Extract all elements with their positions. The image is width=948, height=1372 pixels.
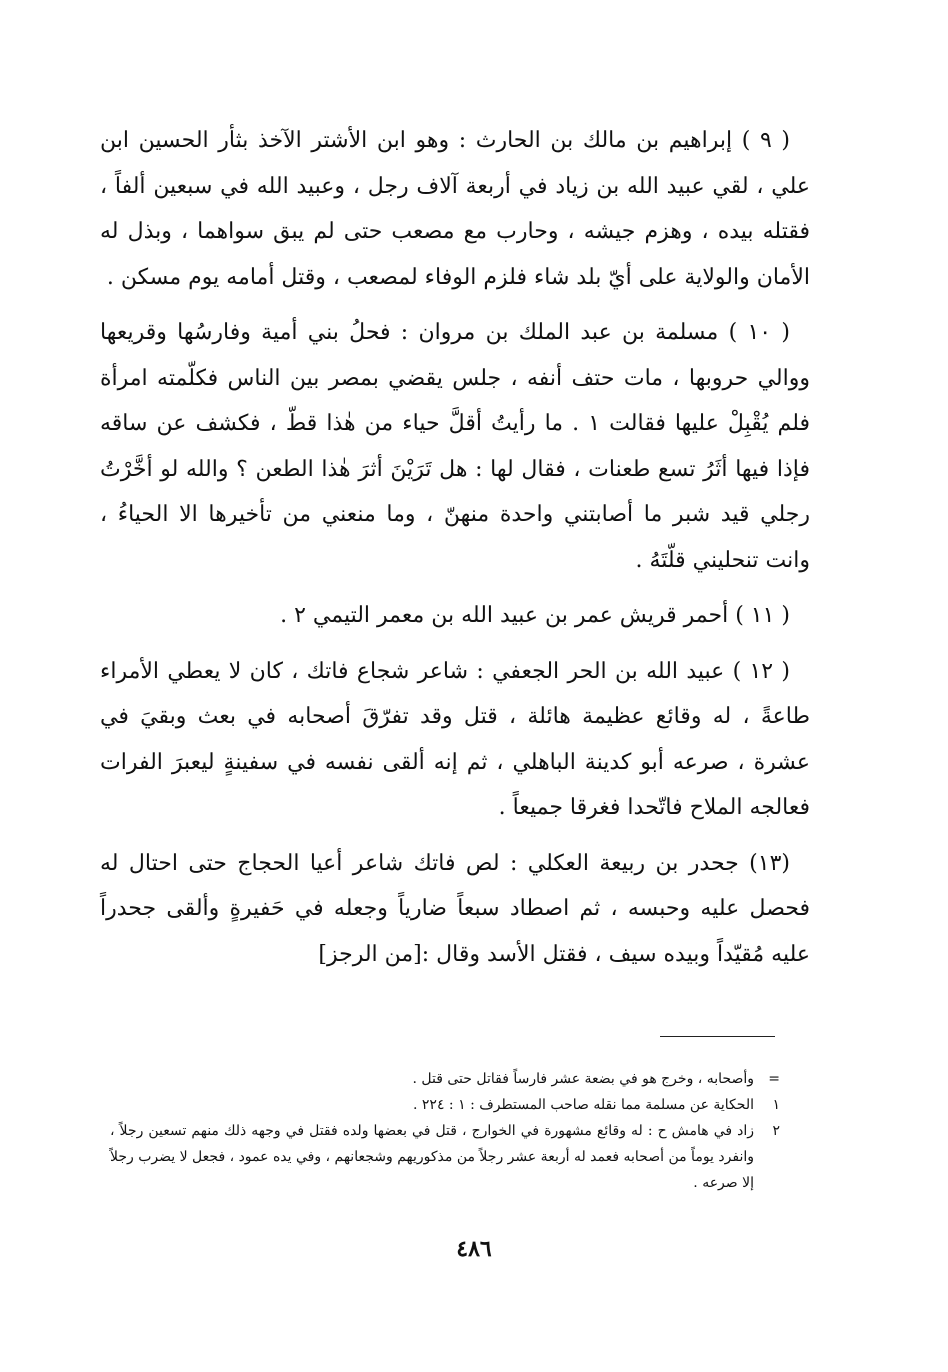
main-text	[100, 118, 810, 977]
footnote-continuation	[110, 1066, 780, 1092]
footnote-mark: =	[768, 1071, 780, 1087]
entry-paragraph-9: ( ٩ ) إبراهيم بن مالك بن الحارث : وهو ابن الأشتر الآخذ بثأر الحسين ابن علي ، لقي عبيد الله بن زياد في أربعة آلاف رجل ، وعبيد الله في سبعين ألفاً ، فقتله بيده ، وهزم جيشه ، وحارب مع مصعب حتى لم يبق سواهما ، وبذل له الأمان والولاية على أيّ بلد شاء فلزم الوفاء لمصعب ، وقتل أمامه يوم مسكن .	[100, 128, 810, 290]
footnotes	[110, 1066, 780, 1196]
footnote-text: الحكاية عن مسلمة مما نقله صاحب المستطرف : ١ : ٢٢٤ .	[413, 1097, 754, 1113]
entry-paragraph-12: ( ١٢ ) عبيد الله بن الحر الجعفي : شاعر شجاع فاتك ، كان لا يعطي الأمراء طاعةً ، له وقائع عظيمة هائلة ، قتل وقد تفرّقَ أصحابه في بعث وبقيَ في عشرة ، صرعه أبو كدينة الباهلي ، ثم إنه ألقى نفسه في سفينةٍ ليعبرَ الفرات فعالجه الملاح فاتّحدا فغرقا جميعاً .	[100, 658, 810, 820]
page-number: ٤٨٦	[456, 1236, 492, 1262]
entry-paragraph-11: ( ١١ ) أحمر قريش عمر بن عبيد الله بن معمر التيمي ٢ .	[280, 603, 790, 628]
footnote-2	[110, 1118, 780, 1196]
footnote-text: زاد في هامش ح : له وقائع مشهورة في الخوارج ، قتل في بعضها ولده فقتل في وجهه ذلك منهم تسعين رجلاً ، وانفرد يوماً من أصحابه فعمد له أربعة عشر رجلاً من مذكوريهم وشجعانهم ، وفي يده عمود ، فجعل لا يضرب رجلاً إلا صرعه .	[110, 1123, 754, 1191]
entry-paragraph-10: ( ١٠ ) مسلمة بن عبد الملك بن مروان : فحلُ بني أمية وفارسُها وقريعها ووالي حروبها ، مات حتف أنفه ، جلس يقضي بمصر بين الناس فكلّمته امرأة فلم يُقْبِلْ عليها فقالت ١ . ما رأيتُ أقلَّ حياء من هٰذا قطّ ، فكشف عن ساقه فإذا فيها أثَرُ تسع طعنات ، فقال لها : هل تَرَيْنَ أثرَ هٰذا الطعن ؟ والله لو أخَّرْتُ رجلي قيد شبر ما أصابتني واحدة منهنّ ، وما منعني من تأخيرها الا الحياءُ ، وانت تنحليني قلّتَهُ .	[100, 320, 810, 573]
footnote-text: وأصحابه ، وخرج هو في بضعة عشر فارساً فقاتل حتى قتل .	[412, 1071, 754, 1087]
entry-paragraph-13: (١٣) جحدر بن ربيعة العكلي : لص فاتك شاعر أعيا الحجاج حتى احتال له فحصل عليه وحبسه ، ثم اصطاد سبعاً ضارياً وجعله في حَفيرةٍ وألقى جحدراً عليه مُقيّداً وبيده سيف ، فقتل الأسد وقال :[من الرجز]	[100, 850, 810, 967]
footnote-divider	[660, 1036, 775, 1037]
footnote-mark: ٢	[772, 1123, 780, 1139]
footnote-mark: ١	[772, 1097, 780, 1113]
footnote-1	[110, 1092, 780, 1118]
